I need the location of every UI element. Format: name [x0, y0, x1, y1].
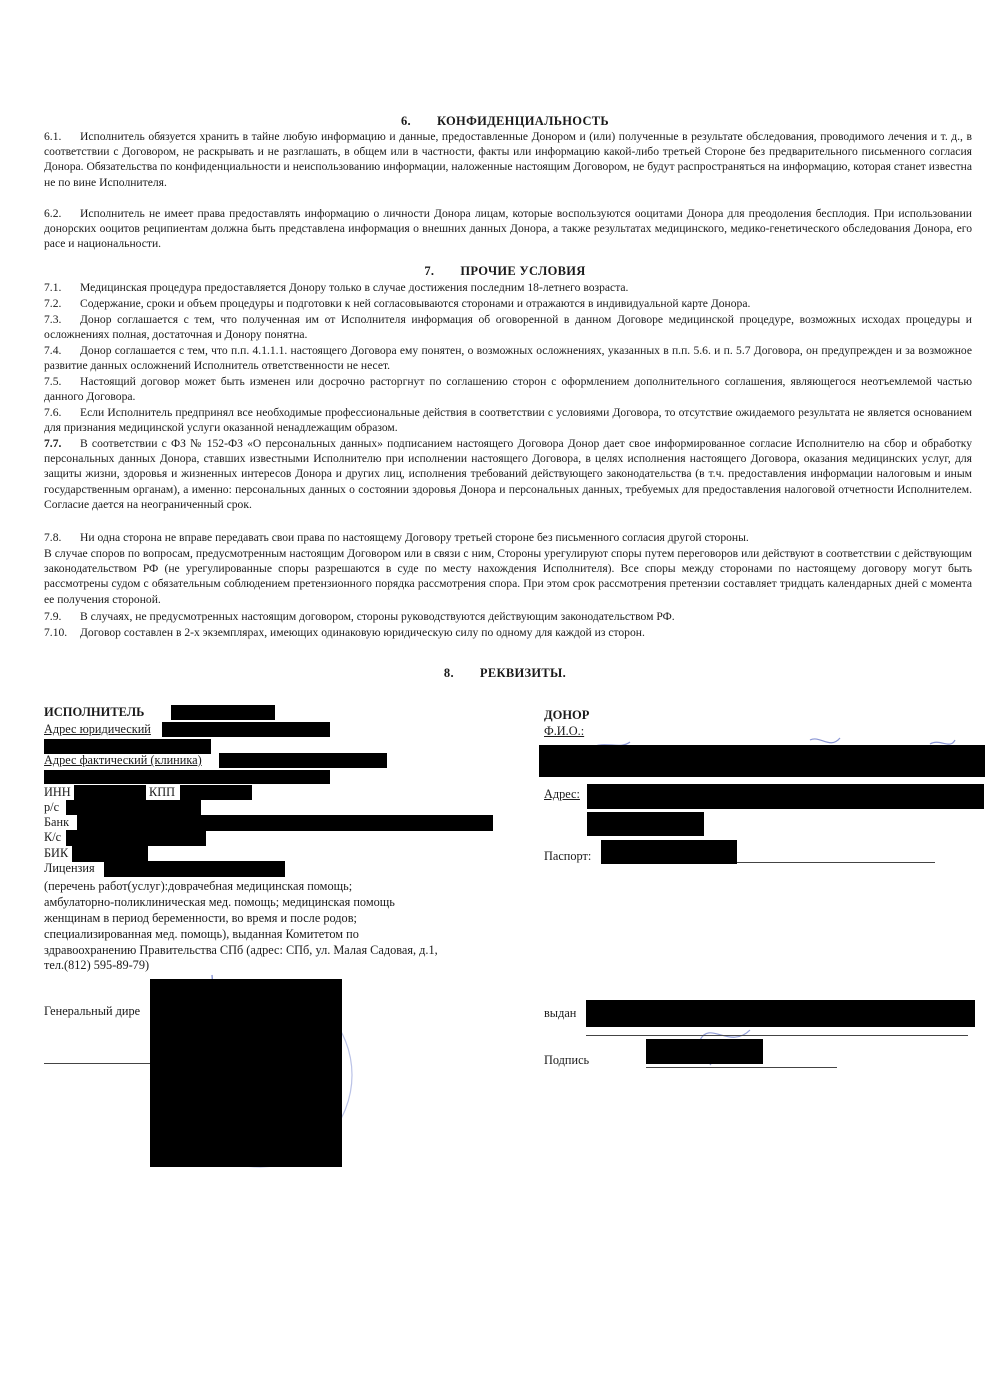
executor-kpp-label: КПП [149, 785, 175, 799]
redaction [104, 861, 285, 877]
clause-number: 7.1. [44, 281, 62, 294]
clause-text: Медицинская процедура предоставляется Донору только в случае достижения последним 18-летнего возраста. [80, 281, 629, 294]
clause-7-8 [44, 530, 972, 545]
section-8-heading [40, 666, 970, 681]
executor-actual-address-label: Адрес фактический (клиника) [44, 753, 202, 767]
section-6-title: КОНФИДЕНЦИАЛЬНОСТЬ [436, 114, 609, 128]
clause-number: 7.8. [44, 531, 62, 544]
executor-license-label: Лицензия [44, 861, 95, 875]
executor-ks-label: К/с [44, 830, 62, 844]
clause-6-1 [44, 129, 972, 190]
redaction [587, 784, 984, 809]
clause-7-8-disputes [44, 546, 972, 607]
donor-issued-label: выдан [544, 1006, 577, 1020]
clause-number: 6.2. [44, 207, 62, 220]
redaction [539, 745, 985, 777]
clause-7-2 [44, 296, 972, 311]
clause-number: 7.5. [44, 375, 62, 388]
donor-signature-label: Подпись [544, 1053, 590, 1067]
clause-text: Донор соглашается с тем, что полученная им от Исполнителя информация об оговоренной в данном Договоре медицинской процедуре, возможных исходах процедуры и осложнениях полная, достаточная и Донору понятна. [44, 313, 972, 342]
license-details-line: женщинам в период беременности, во время и после родов; [44, 911, 357, 925]
clause-7-4 [44, 343, 972, 373]
redaction [74, 785, 146, 800]
donor-title: ДОНОР [544, 708, 590, 722]
redaction [66, 800, 201, 815]
executor-legal-address-label: Адрес юридический [44, 722, 151, 736]
director-signature-line [44, 1063, 154, 1064]
clause-7-7 [44, 436, 972, 512]
license-details-line: амбулаторно-поликлиническая мед. помощь; медицинская помощь [44, 895, 395, 909]
clause-text: Если Исполнитель предпринял все необходимые профессиональные действия в соответствии с условиями Договора, то отсутствие ожидаемого результата не является основанием для признания медицинской услуги оказанной ненадлежащим образом. [44, 406, 972, 435]
redaction [587, 812, 704, 836]
clause-7-6 [44, 405, 972, 435]
director-label: Генеральный дире [44, 1004, 141, 1018]
section-6-heading [40, 114, 970, 129]
passport-line [737, 862, 935, 863]
clause-7-5 [44, 374, 972, 404]
section-8-number: 8. [443, 666, 454, 680]
license-details-line: (перечень работ(услуг):доврачебная медицинская помощь; [44, 879, 353, 893]
clause-7-9 [44, 609, 972, 624]
donor-address-label: Адрес: [544, 787, 580, 801]
section-8-title: РЕКВИЗИТЫ. [479, 666, 567, 680]
redaction [72, 846, 148, 862]
redaction [586, 1000, 975, 1027]
redaction [162, 722, 330, 737]
redaction [44, 770, 330, 784]
clause-7-3 [44, 312, 972, 342]
clause-text: Донор соглашается с тем, что п.п. 4.1.1.1. настоящего Договора ему понятен, о возможных осложнениях, указанных в п.п. 5.6. и п. 5.7 Договора, он предупрежден и за возможное развитие данных осложнений Исполнитель ответственности не несет. [44, 344, 972, 373]
license-details-line: тел.(812) 595-89-79) [44, 958, 150, 972]
clause-text: Договор составлен в 2-х экземплярах, имеющих одинаковую юридическую силу по одному для каждой из сторон. [80, 626, 645, 639]
clause-number: 6.1. [44, 130, 62, 143]
section-6-number: 6. [401, 114, 411, 128]
redaction [180, 785, 252, 800]
clause-number: 7.10. [44, 626, 68, 639]
clause-number: 7.3. [44, 313, 62, 326]
donor-fio-label: Ф.И.О.: [544, 724, 585, 738]
clause-6-2 [44, 206, 972, 252]
clause-text: В случаях, не предусмотренных настоящим договором, стороны руководствуются действующим законодательством РФ. [80, 610, 675, 623]
executor-rs-label: р/с [44, 800, 60, 814]
redaction [150, 979, 342, 1167]
clause-text: Исполнитель обязуется хранить в тайне любую информацию и данные, предоставленные Донором и (или) полученные в результате обследования, проводимого лечения и т. д., в соответствии с Договором, не раскрывать и не разглашать, в общем или в частности, факты или информацию какой-либо третьей Стороне без предварительного письменного согласия Донора. Обязательства по конфиденциальности и неиспользованию информации, наложенные настоящим Договором, не будут распространяться на информацию, которая станет известна не по вине Исполнителя. [44, 130, 972, 189]
clause-text: Ни одна сторона не вправе передавать свои права по настоящему Договору третьей стороне без письменного согласия другой стороны. [80, 531, 749, 544]
executor-bik-label: БИК [44, 846, 69, 860]
clause-7-10 [44, 625, 972, 640]
clause-7-1 [44, 280, 972, 295]
redaction [171, 705, 275, 720]
clause-number: 7.6. [44, 406, 62, 419]
section-7-title: ПРОЧИЕ УСЛОВИЯ [460, 264, 586, 278]
issued-line [586, 1035, 968, 1036]
clause-text: В случае споров по вопросам, предусмотренным настоящим Договором или в связи с ним, Стороны урегулируют споры путем переговоров или действуют в соответствии с действующим законодательством РФ (не урегулированные споры разрешаются в суде по месту нахождения Исполнителя). Все споры между сторонами по настоящему договору могут быть рассмотрены судом с обязательным соблюдением претензионного порядка рассмотрения спора. При этом срок рассмотрения претензии составляет тридцать календарных дней с момента ее получения стороной. [44, 547, 972, 606]
donor-signature-line [646, 1067, 837, 1068]
redaction [219, 753, 387, 768]
clause-text: Исполнитель не имеет права предоставлять информацию о личности Донора лицам, которые воспользуются ооцитами Донора для преодоления бесплодия. При использовании донорских ооцитов реципиентам должна быть представлена информация о внешних данных Донора, а также результатах медицинского, медико-генетического обследования Донора, его расе и национальности. [44, 207, 972, 251]
redaction [77, 815, 493, 831]
clause-text: В соответствии с ФЗ № 152-ФЗ «О персональных данных» подписанием настоящего Договора Донор дает свое информированное согласие Исполнителю на сбор и обработку персональных данных Донора, ставших известными Исполнителю при исполнении настоящего Договора, в целях исполнения настоящего Договора, оказания медицинских услуг, для защиты жизни, здоровья и жизненных интересов Донора и других лиц, исполнения требований действующего законодательства (в т.ч. предоставления информации налоговым и иным государственным органам), а именно: персональных данных о состоянии здоровья Донора и персональных данных, требуемых для предоставления налоговой отчетности Исполнителем. Согласие дается на неограниченный срок. [44, 437, 972, 511]
license-details-line: здравоохранению Правительства СПб (адрес: СПб, ул. Малая Садовая, д.1, [44, 943, 438, 957]
donor-passport-label: Паспорт: [544, 849, 592, 863]
license-details-line: специализированная мед. помощь), выданная Комитетом по [44, 927, 359, 941]
executor-bank-label: Банк [44, 815, 70, 829]
clause-text: Настоящий договор может быть изменен или досрочно расторгнут по соглашению сторон с оформлением дополнительного соглашения, являющегося неотъемлемой частью данного Договора. [44, 375, 972, 404]
section-7-heading [40, 264, 970, 279]
clause-text: Содержание, сроки и объем процедуры и подготовки к ней согласовываются сторонами и отражаются в индивидуальной карте Донора. [80, 297, 751, 310]
section-7-number: 7. [424, 264, 435, 278]
redaction [646, 1039, 763, 1064]
executor-title: ИСПОЛНИТЕЛЬ [44, 705, 145, 719]
redaction [601, 840, 737, 864]
executor-inn-label: ИНН [44, 785, 71, 799]
redaction [66, 830, 206, 846]
clause-number: 7.4. [44, 344, 62, 357]
clause-number: 7.9. [44, 610, 62, 623]
clause-number: 7.7. [44, 437, 62, 450]
redaction [44, 739, 211, 754]
clause-number: 7.2. [44, 297, 62, 310]
